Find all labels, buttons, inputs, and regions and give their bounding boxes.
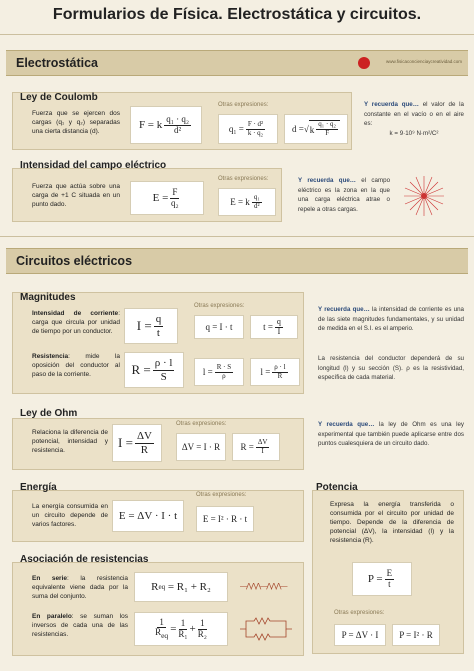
other-expressions-label: Otras expresiones:	[176, 421, 227, 427]
series-resistors-icon: —⋀⋀⋀—⋀⋀⋀—	[240, 583, 287, 590]
coulomb-heading: Ley de Coulomb	[20, 92, 98, 103]
magnitudes-heading: Magnitudes	[20, 292, 76, 303]
campo-alt-formula: E = k q₁ d²	[218, 188, 276, 216]
other-expressions-label: Otras expresiones:	[218, 102, 269, 108]
intensidad-formula: I = q t	[124, 308, 178, 344]
coulomb-distance-formula: d = √ k q₁ · q₂ F	[284, 114, 348, 144]
ohm-note: Y recuerda que… la ley de Ohm es una ley experimental que también puede aplicarse entre dos puntos cualesquiera de un circuito dado.	[318, 421, 465, 447]
serie-description: En serie: la resistencia equivalente viene dada por la suma del conjunto.	[32, 575, 128, 600]
section-divider	[0, 236, 474, 237]
energia-formula: E = ΔV · I · t	[112, 500, 184, 532]
campo-description: Fuerza que actúa sobre una carga de +1 C situada en un punto dado.	[32, 183, 120, 208]
ohm-formula: I = ΔV R	[112, 424, 162, 462]
paralelo-formula: 1 $R_{eq}$ = 1 R₁ + 1 R₂	[134, 612, 228, 646]
ohm-heading: Ley de Ohm	[20, 408, 78, 419]
longitud-formula: l = R · S ρ	[194, 358, 244, 386]
campo-formula: E = F q₂	[130, 181, 204, 215]
corriente-description: Intensidad de corriente: carga que circula por unidad de tiempo por un conductor.	[32, 310, 120, 335]
potencia-heading: Potencia	[316, 482, 358, 493]
resistencia-formula: R = ρ · l S	[124, 352, 184, 388]
field-lines-icon	[402, 174, 446, 218]
coulomb-note: Y recuerda que… el valor de la constante en el vacío o en el aire es: k = 9·10⁹ N·m²/C²	[364, 101, 464, 137]
carga-formula: q = I · t	[194, 315, 244, 339]
section-title: Circuitos eléctricos	[16, 254, 133, 268]
page-title: Formularios de Física. Electrostática y circuitos.	[52, 6, 422, 23]
tiempo-formula: t = q I	[250, 315, 298, 339]
apple-logo-icon	[358, 57, 370, 69]
serie-formula: R eq = R₁ + R₂	[134, 572, 228, 602]
magnitudes-note: Y recuerda que… la intensidad de corriente es una de las siete magnitudes fundamentales, y su unidad de medida en el S.I. es el amperio.	[318, 306, 464, 332]
coulomb-formula: F = k q₁ · q₂ d²	[130, 106, 202, 144]
potencia-description: Expresa la energía transferida o consumida por el circuito por unidad de tiempo. Depende de la diferencia de potencial (ΔV), la intensidad (I) y la resistencia (R).	[330, 501, 454, 544]
other-expressions-label: Otras expresiones:	[194, 303, 245, 309]
site-logo-text: www.fisicaconcienciaycreatividad.com	[385, 59, 462, 64]
ohm-description: Relaciona la diferencia de potencial, intensidad y resistencia.	[32, 429, 108, 454]
energia-description: La energía consumida en un circuito depende de varios factores.	[32, 503, 108, 528]
asociacion-heading: Asociación de resistencias	[20, 554, 149, 565]
ohm-voltage-formula: ΔV = I · R	[176, 433, 226, 461]
other-expressions-label: Otras expresiones:	[196, 492, 247, 498]
campo-heading: Intensidad del campo eléctrico	[20, 160, 167, 171]
energia-alt-formula: E = I² · R · t	[196, 506, 254, 532]
other-expressions-label: Otras expresiones:	[218, 176, 269, 182]
potencia-voltage-formula: P = ΔV · I	[334, 624, 386, 646]
paralelo-description: En paralelo: se suman los inversos de cada una de las resistencias.	[32, 613, 128, 638]
section-title: Electrostática	[16, 56, 98, 70]
resistencia-description: Resistencia: mide la oposición del conductor al paso de la corriente.	[32, 353, 120, 378]
potencia-resistance-formula: P = I² · R	[392, 624, 440, 646]
campo-note: Y recuerda que… el campo eléctrico es la zona en la que una carga eléctrica atrae o repele a otras cargas.	[298, 177, 391, 213]
section-header-circuitos	[6, 248, 468, 274]
coulomb-charge-formula: q₁ = F · d² k · q₂	[218, 114, 278, 144]
other-expressions-label: Otras expresiones:	[334, 610, 385, 616]
ohm-resistance-formula: R = ΔV I	[232, 433, 280, 461]
energia-heading: Energía	[20, 482, 57, 493]
magnitudes-note-2: La resistencia del conductor dependerá de su longitud (l) y su sección (S). ρ es la resistividad, específica de cada material.	[318, 355, 464, 381]
seccion-formula: l = ρ · l R	[250, 358, 300, 386]
title-divider	[0, 34, 474, 35]
coulomb-description: Fuerza que se ejercen dos cargas (q₁ y q₂) separadas una cierta distancia (d).	[32, 110, 120, 135]
potencia-formula: P = E t	[352, 562, 412, 596]
parallel-resistors-icon	[238, 614, 294, 644]
